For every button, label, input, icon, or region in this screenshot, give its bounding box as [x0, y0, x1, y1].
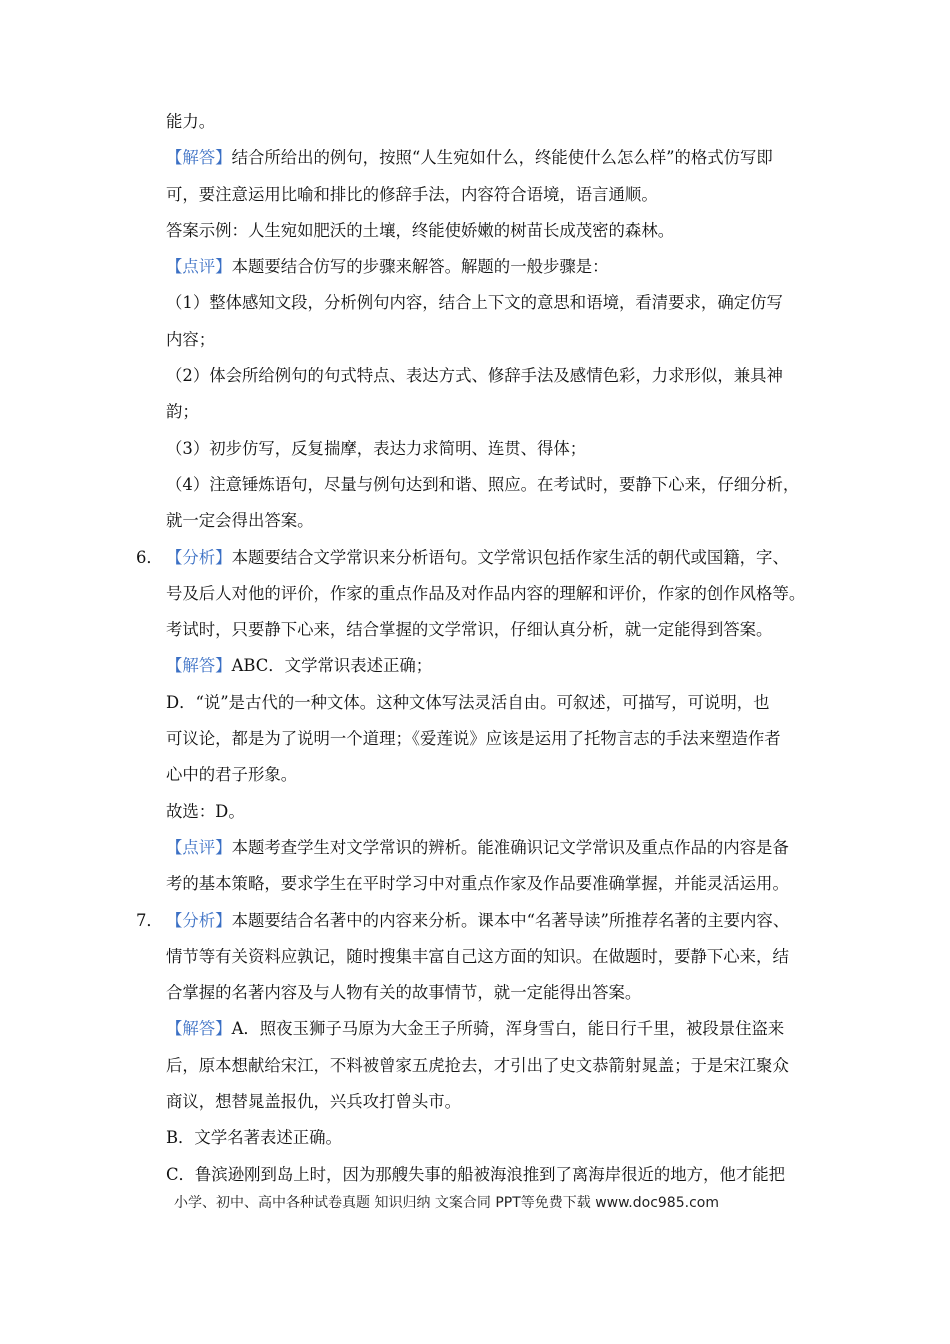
- line-text: 考试时，只要静下心来，结合掌握的文学常识，仔细认真分析，就一定能得到答案。: [166, 620, 773, 640]
- section-tag: 【分析】: [166, 910, 232, 930]
- text-line: [166, 729, 816, 749]
- line-text: 本题要结合名著中的内容来分析。课本中“名著导读”所推荐名著的主要内容、: [231, 910, 790, 930]
- text-line: [166, 221, 816, 241]
- line-text: （2）体会所给例句的句式特点、表达方式、修辞手法及感情色彩，力求形似，兼具神: [166, 366, 783, 386]
- line-text: 情节等有关资料应孰记，随时搜集丰富自己这方面的知识。在做题时，要静下心来，结: [166, 946, 789, 966]
- section-tag: 【解答】: [166, 656, 232, 676]
- text-line: [166, 584, 816, 604]
- line-text: （4）注意锤炼语句，尽量与例句达到和谐、照应。在考试时，要静下心来，仔细分析，: [166, 474, 800, 494]
- page-footer: 小学、初中、高中各种试卷真题 知识归纳 文案合同 PPT等免费下载 www.doc985.com: [174, 1195, 719, 1211]
- line-text: 可议论，都是为了说明一个道理；《爱莲说》应该是运用了托物言志的手法来塑造作者: [166, 729, 781, 749]
- text-line: [166, 838, 816, 858]
- text-line: [166, 185, 816, 205]
- line-text: 本题要结合仿写的步骤来解答。解题的一般步骤是：: [231, 257, 609, 277]
- line-text: D．“说”是古代的一种文体。这种文体写法灵活自由。可叙述，可描写，可说明，也: [166, 692, 770, 712]
- line-text: 心中的君子形象。: [166, 765, 298, 785]
- section-tag: 【解答】: [166, 1019, 232, 1039]
- text-line: [166, 1092, 816, 1112]
- line-text: 本题考查学生对文学常识的辨析。能准确识记文学常识及重点作品的内容是备: [231, 837, 789, 857]
- text-line: [166, 1128, 816, 1148]
- line-text: 结合所给出的例句，按照“人生宛如什么，终能使什么怎么样”的格式仿写即: [231, 148, 773, 168]
- line-text: B．文学名著表述正确。: [166, 1128, 342, 1148]
- line-text: 内容；: [166, 329, 216, 349]
- line-text: 本题要结合文学常识来分析语句。文学常识包括作家生活的朝代或国籍，字、: [231, 547, 789, 567]
- document-body: [136, 112, 816, 1201]
- text-line: [166, 874, 816, 894]
- question-number: 7．: [136, 910, 163, 930]
- line-text: 就一定会得出答案。: [166, 511, 314, 531]
- text-line: [166, 1019, 816, 1039]
- text-line: [166, 656, 816, 676]
- line-text: （3）初步仿写，反复揣摩，表达力求简明、连贯、得体；: [166, 438, 587, 458]
- line-text: 故选：D。: [166, 801, 245, 821]
- section-tag: 【解答】: [166, 148, 232, 168]
- line-text: 考的基本策略，要求学生在平时学习中对重点作家及作品要准确掌握，并能灵活运用。: [166, 874, 789, 894]
- line-text: 号及后人对他的评价，作家的重点作品及对作品内容的理解和评价，作家的创作风格等。: [166, 583, 806, 603]
- line-text: 商议，想替晁盖报仇，兴兵攻打曾头市。: [166, 1092, 462, 1112]
- line-text: A．照夜玉狮子马原为大金王子所骑，浑身雪白，能日行千里，被段景住盗来: [231, 1019, 785, 1039]
- line-text: C．鲁滨逊刚到岛上时，因为那艘失事的船被海浪推到了离海岸很近的地方，他才能把: [166, 1164, 785, 1184]
- section-tag: 【点评】: [166, 257, 232, 277]
- text-line: [166, 330, 816, 350]
- line-text: ABC．文学常识表述正确；: [231, 656, 433, 676]
- section-tag: 【分析】: [166, 547, 232, 567]
- text-line: [166, 620, 816, 640]
- line-text: 合掌握的名著内容及与人物有关的故事情节，就一定能得出答案。: [166, 983, 642, 1003]
- text-line: [166, 112, 816, 132]
- text-line: [166, 947, 816, 967]
- text-line: [136, 910, 816, 931]
- section-tag: 【点评】: [166, 837, 232, 857]
- text-line: [166, 366, 816, 386]
- text-line: [166, 693, 816, 713]
- line-text: 后，原本想献给宋江，不料被曾家五虎抢去，才引出了史文恭箭射晁盖；于是宋江聚众: [166, 1055, 789, 1075]
- line-text: 能力。: [166, 112, 216, 131]
- question-number: 6．: [136, 547, 163, 567]
- text-line: [166, 511, 816, 531]
- text-line: [166, 475, 816, 495]
- text-line: [166, 1056, 816, 1076]
- text-line: [166, 402, 816, 422]
- text-line: [166, 802, 816, 822]
- text-line: [166, 765, 816, 785]
- line-text: 韵；: [166, 402, 199, 422]
- text-line: [166, 439, 816, 459]
- text-line: [166, 983, 816, 1003]
- text-line: [166, 257, 816, 277]
- text-line: [166, 1165, 816, 1185]
- text-line: [166, 148, 816, 168]
- text-line: [136, 547, 816, 568]
- line-text: 答案示例：人生宛如肥沃的土壤，终能使娇嫩的树苗长成茂密的森林。: [166, 220, 675, 240]
- line-text: 可，要注意运用比喻和排比的修辞手法，内容符合语境，语言通顺。: [166, 184, 658, 204]
- text-line: [166, 293, 816, 313]
- line-text: （1）整体感知文段，分析例句内容，结合上下文的意思和语境，看清要求，确定仿写: [166, 293, 783, 313]
